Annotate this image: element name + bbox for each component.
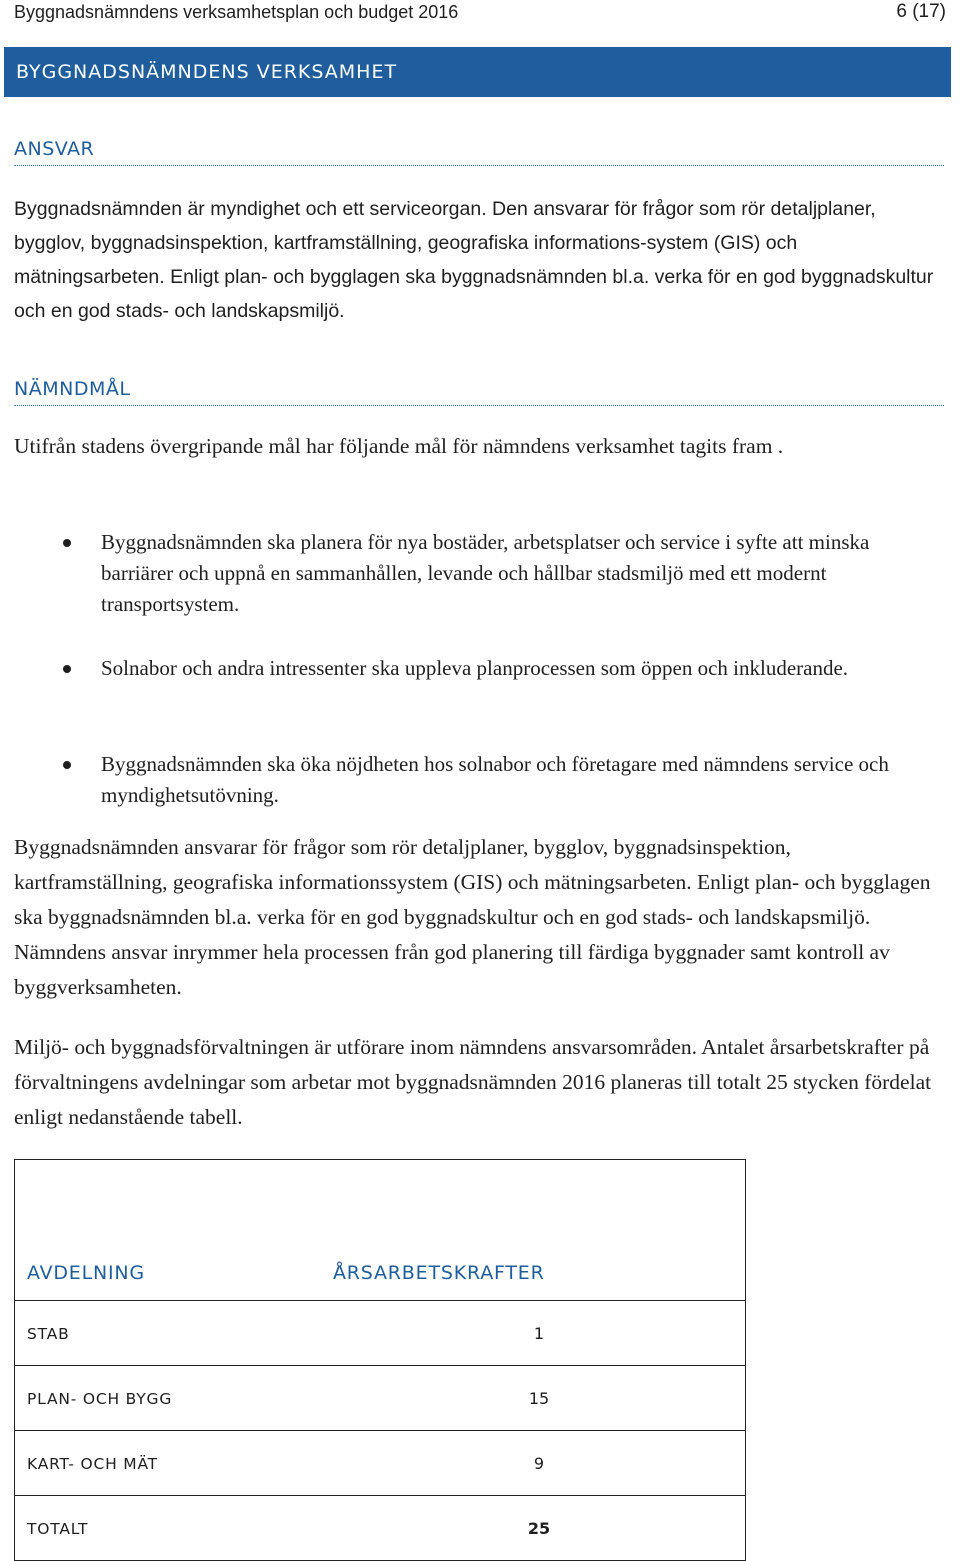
bullet-dot-icon — [63, 665, 71, 673]
table-row-total — [15, 1496, 746, 1561]
table-cell — [15, 1301, 334, 1366]
goal-text: Byggnadsnämnden ska planera för nya bostäder, arbetsplatser och service i syfte att minska barriärer och uppnå en sammanhållen, levande och hållbar stadsmiljö med ett modernt transportsystem. — [101, 530, 870, 616]
goal-item — [101, 749, 931, 811]
table-cell — [333, 1366, 746, 1431]
ansvar-paragraph: Byggnadsnämnden är myndighet och ett serviceorgan. Den ansvarar för frågor som rör detaljplaner, bygglov, byggnadsinspektion, kartframställning, geografiska informations-system (GIS) och mätningsarbeten. Enligt plan- och bygglagen ska byggnadsnämnden bl.a. verka för en god byggnadskultur och en god stads- och landskapsmiljö. — [14, 198, 934, 322]
dept-name: KART- OCH MÄT — [27, 1454, 158, 1473]
header-avdelning: AVDELNING — [27, 1262, 145, 1284]
table-row — [15, 1366, 746, 1431]
table-cell — [15, 1431, 334, 1496]
goal-item — [101, 527, 931, 620]
table-header-row — [15, 1160, 746, 1301]
document-title: Byggnadsnämndens verksamhetsplan och budget 2016 — [14, 2, 459, 22]
table-header-cell — [333, 1160, 746, 1301]
table-row — [15, 1301, 746, 1366]
heading-ansvar: ANSVAR — [14, 132, 944, 166]
table-cell — [333, 1496, 746, 1561]
fte-value: 15 — [528, 1388, 550, 1408]
bullet-dot-icon — [63, 539, 71, 547]
table-row — [15, 1431, 746, 1496]
heading-namndmal: NÄMNDMÅL — [14, 372, 944, 406]
namndmal-intro: Utifrån stadens övergripande mål har följande mål för nämndens verksamhet tagits fram . — [14, 434, 784, 458]
dept-name: PLAN- OCH BYGG — [27, 1389, 173, 1408]
goal-text: Byggnadsnämnden ska öka nöjdheten hos solnabor och företagare med nämndens service och myndighetsutövning. — [101, 752, 889, 807]
goal-item — [101, 653, 931, 684]
dept-name-total: TOTALT — [27, 1519, 89, 1538]
table-cell — [15, 1496, 334, 1561]
fte-value: 1 — [533, 1323, 545, 1343]
section-banner: BYGGNADSNÄMNDENS VERKSAMHET — [4, 47, 951, 97]
page-number: 6 (17) — [896, 1, 946, 22]
body-paragraph-1: Byggnadsnämnden ansvarar för frågor som rör detaljplaner, bygglov, byggnadsinspektion, kartframställning, geografiska informationssystem (GIS) och mätningsarbeten. Enligt plan- och bygglagen ska byggnadsnämnden bl.a. verka för en god byggnadskultur och en god stads- och landskapsmiljö. Nämndens ansvar inrymmer hela processen från god planering till färdiga byggnader samt kontroll av byggverksamheten. — [14, 835, 931, 999]
header-arsarbetskrafter: ÅRSARBETSKRAFTER — [333, 1262, 545, 1284]
running-header — [14, 0, 946, 24]
table-header-cell — [15, 1160, 334, 1301]
goal-text: Solnabor och andra intressenter ska uppleva planprocessen som öppen och inkluderande. — [101, 656, 849, 680]
bullet-dot-icon — [63, 761, 71, 769]
staffing-table — [14, 1159, 746, 1561]
table-cell — [333, 1301, 746, 1366]
dept-name: STAB — [27, 1324, 70, 1343]
fte-value: 9 — [533, 1453, 545, 1473]
table-cell — [333, 1431, 746, 1496]
body-paragraph-2: Miljö- och byggnadsförvaltningen är utförare inom nämndens ansvarsområden. Antalet årsarbetskrafter på förvaltningens avdelningar som arbetar mot byggnadsnämnden 2016 planeras till totalt 25 stycken fördelat enligt nedanstående tabell. — [14, 1035, 932, 1129]
fte-total-value: 25 — [527, 1518, 551, 1538]
table-cell — [15, 1366, 334, 1431]
